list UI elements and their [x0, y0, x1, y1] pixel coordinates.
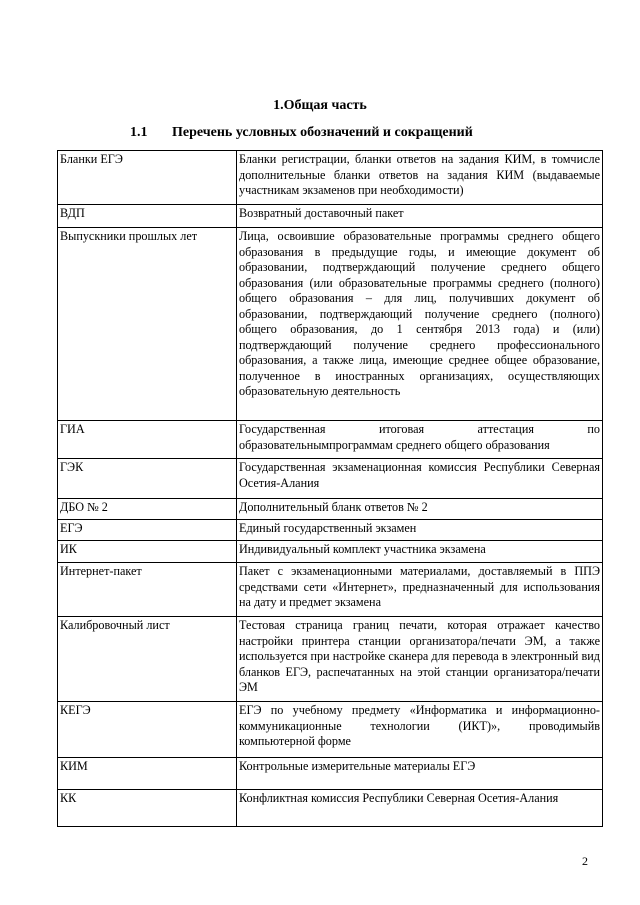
table-row	[58, 758, 603, 790]
abbreviation-term: КК	[58, 790, 237, 827]
abbreviation-definition: Государственная итоговая аттестация по образовательнымпрограммам среднего общего образования	[237, 421, 603, 459]
abbreviation-term: ИК	[58, 541, 237, 563]
abbreviation-definition: ЕГЭ по учебному предмету «Информатика и информационно-коммуникационные технологии (ИКТ)», проводимыйв компьютерной форме	[237, 702, 603, 758]
abbreviation-term: ВДП	[58, 205, 237, 228]
abbreviation-definition: Возвратный доставочный пакет	[237, 205, 603, 228]
abbreviation-definition: Государственная экзаменационная комиссия Республики Северная Осетия-Алания	[237, 459, 603, 499]
abbreviation-term: ЕГЭ	[58, 520, 237, 541]
table-row	[58, 151, 603, 205]
abbreviation-term: Бланки ЕГЭ	[58, 151, 237, 205]
table-row	[58, 499, 603, 520]
abbreviation-term: КИМ	[58, 758, 237, 790]
abbreviation-term: ГИА	[58, 421, 237, 459]
table-row	[58, 228, 603, 421]
abbreviation-term: Выпускники прошлых лет	[58, 228, 237, 421]
table-row	[58, 702, 603, 758]
abbreviation-definition: Конфликтная комиссия Республики Северная Осетия-Алания	[237, 790, 603, 827]
table-row	[58, 617, 603, 702]
subsection-heading	[130, 125, 473, 141]
page-number: 2	[582, 854, 588, 868]
abbreviation-term: КЕГЭ	[58, 702, 237, 758]
table-row	[58, 790, 603, 827]
abbreviation-definition: Контрольные измерительные материалы ЕГЭ	[237, 758, 603, 790]
abbreviation-term: ГЭК	[58, 459, 237, 499]
subsection-title: Перечень условных обозначений и сокращений	[172, 125, 473, 140]
abbreviation-definition: Индивидуальный комплект участника экзамена	[237, 541, 603, 563]
abbreviations-table-body	[58, 151, 603, 827]
abbreviations-table	[57, 150, 603, 827]
abbreviation-definition: Пакет с экзаменационными материалами, доставляемый в ППЭ средствами сети «Интернет», предназначенный для использования на дату и предмет экзамена	[237, 563, 603, 617]
abbreviation-definition: Тестовая страница границ печати, которая отражает качество настройки принтера станции организатора/печати ЭМ, а также используется при настройке сканера для перевода в электронный вид бланков ЕГЭ, распечатанных на этой станции организатора/печати ЭМ	[237, 617, 603, 702]
table-row	[58, 205, 603, 228]
table-row	[58, 520, 603, 541]
abbreviation-definition: Единый государственный экзамен	[237, 520, 603, 541]
table-row	[58, 563, 603, 617]
abbreviation-term: ДБО № 2	[58, 499, 237, 520]
abbreviation-definition: Бланки регистрации, бланки ответов на задания КИМ, в томчисле дополнительные бланки ответов на задания КИМ (выдаваемые участникам экзаменов при необходимости)	[237, 151, 603, 205]
abbreviation-definition: Лица, освоившие образовательные программы среднего общего образования в предыдущие годы, и имеющие документ об образовании, подтверждающий получение среднего общего образования (или образовательные программы среднего (полного) общего образования – для лиц, получивших документ об образовании, подтверждающий получение среднего (полного) общего образования, до 1 сентября 2013 года) и (или) подтверждающий получение среднего профессионального образования, а также лица, имеющие среднее общее образование, полученное в иностранных организациях, осуществляющих образовательную деятельность	[237, 228, 603, 421]
table-row	[58, 541, 603, 563]
section-heading: 1.Общая часть	[273, 98, 367, 113]
subsection-number: 1.1	[130, 125, 148, 140]
abbreviation-term: Интернет-пакет	[58, 563, 237, 617]
table-row	[58, 459, 603, 499]
abbreviation-term: Калибровочный лист	[58, 617, 237, 702]
table-row	[58, 421, 603, 459]
abbreviation-definition: Дополнительный бланк ответов № 2	[237, 499, 603, 520]
